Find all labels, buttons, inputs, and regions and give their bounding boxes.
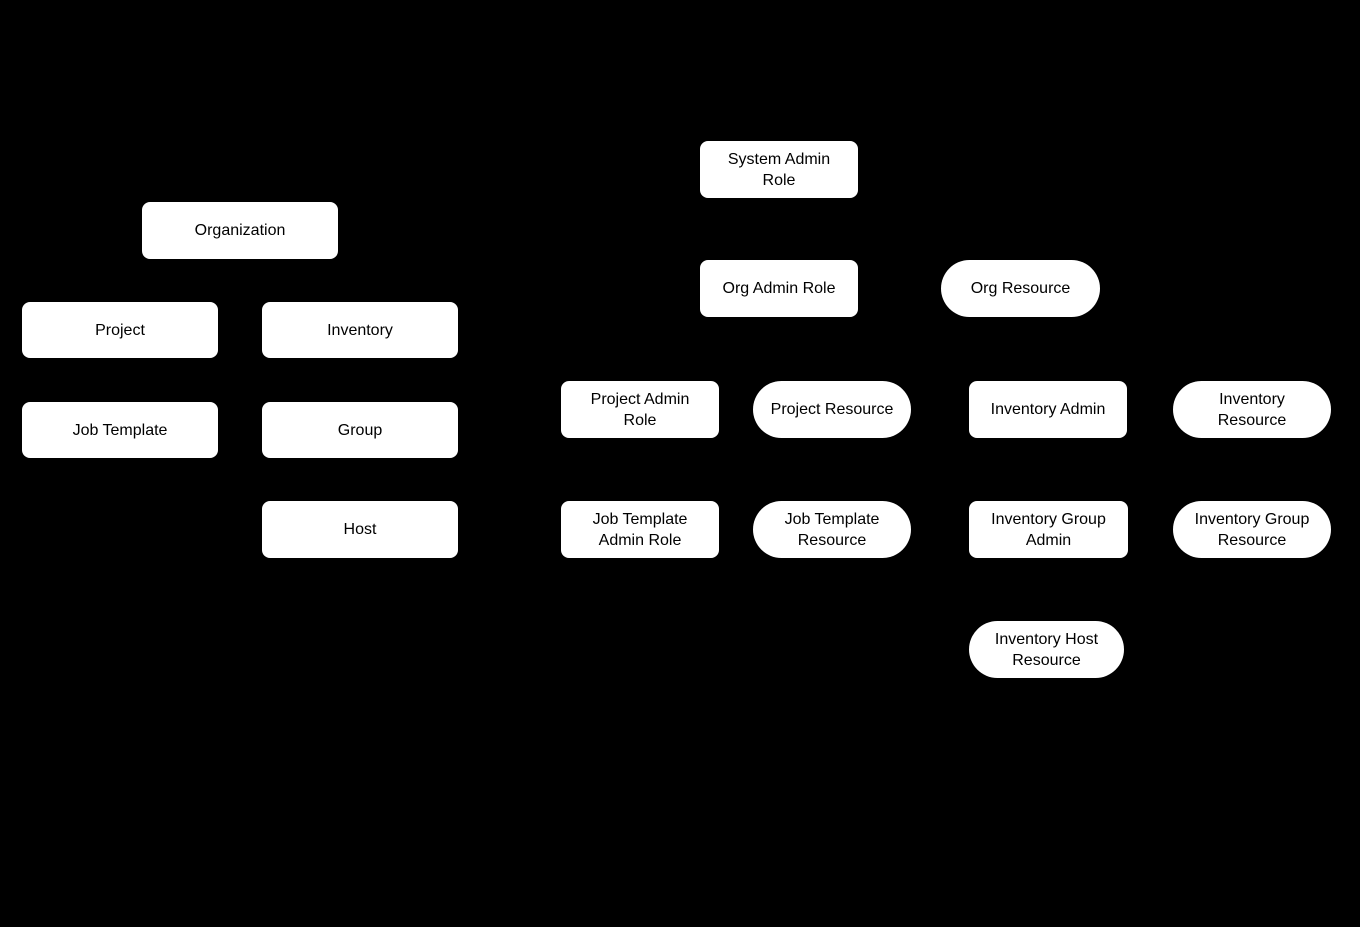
node-inventory-admin: [969, 381, 1127, 438]
node-project-admin-role: [561, 381, 719, 438]
node-label-line: Project Admin: [590, 390, 690, 408]
node-label-line: Role: [762, 171, 796, 189]
node-inventory: [262, 302, 458, 358]
node-label-line: Project: [95, 321, 145, 339]
node-label-line: Job Template: [784, 510, 880, 528]
node-label-line: Resource: [1217, 531, 1287, 549]
node-host: [262, 501, 458, 558]
node-label-line: Inventory Group: [1194, 510, 1310, 528]
node-inventory-resource: [1173, 381, 1331, 438]
node-label-line: Job Template: [72, 421, 168, 439]
node-label-line: Inventory Host: [994, 630, 1099, 648]
node-label-line: Inventory Group: [991, 510, 1106, 528]
node-label-line: Inventory: [1219, 390, 1285, 408]
node-inventory-group-resource: [1173, 501, 1331, 558]
node-system-admin-role: [700, 141, 858, 198]
node-label-line: Role: [623, 411, 657, 429]
node-label-line: Admin Role: [598, 531, 682, 549]
node-label-line: Resource: [1012, 651, 1081, 669]
node-label-line: Project Resource: [770, 401, 894, 418]
node-group: [262, 402, 458, 458]
node-project: [22, 302, 218, 358]
node-label-line: System Admin: [727, 150, 831, 168]
node-job-template-resource: [753, 501, 911, 558]
node-inventory-group-admin: [969, 501, 1128, 558]
node-organization: [142, 202, 338, 259]
node-label-line: Organization: [194, 222, 286, 239]
node-job-template: [22, 402, 218, 458]
node-label-line: Admin: [1025, 531, 1072, 549]
node-job-template-admin-role: [561, 501, 719, 558]
node-label-line: Host: [343, 521, 377, 538]
node-label-line: Resource: [797, 531, 867, 549]
node-label-line: Resource: [1217, 411, 1287, 429]
node-label-line: Org Admin Role: [722, 280, 836, 297]
node-label-line: Group: [337, 421, 383, 439]
node-label-line: Inventory: [327, 321, 393, 339]
node-label-line: Org Resource: [970, 280, 1071, 297]
node-org-resource: [941, 260, 1100, 317]
node-project-resource: [753, 381, 911, 438]
node-inventory-host-resource: [969, 621, 1124, 678]
node-label-line: Inventory Admin: [990, 401, 1106, 418]
node-org-admin-role: [700, 260, 858, 317]
node-label-line: Job Template: [592, 510, 688, 528]
